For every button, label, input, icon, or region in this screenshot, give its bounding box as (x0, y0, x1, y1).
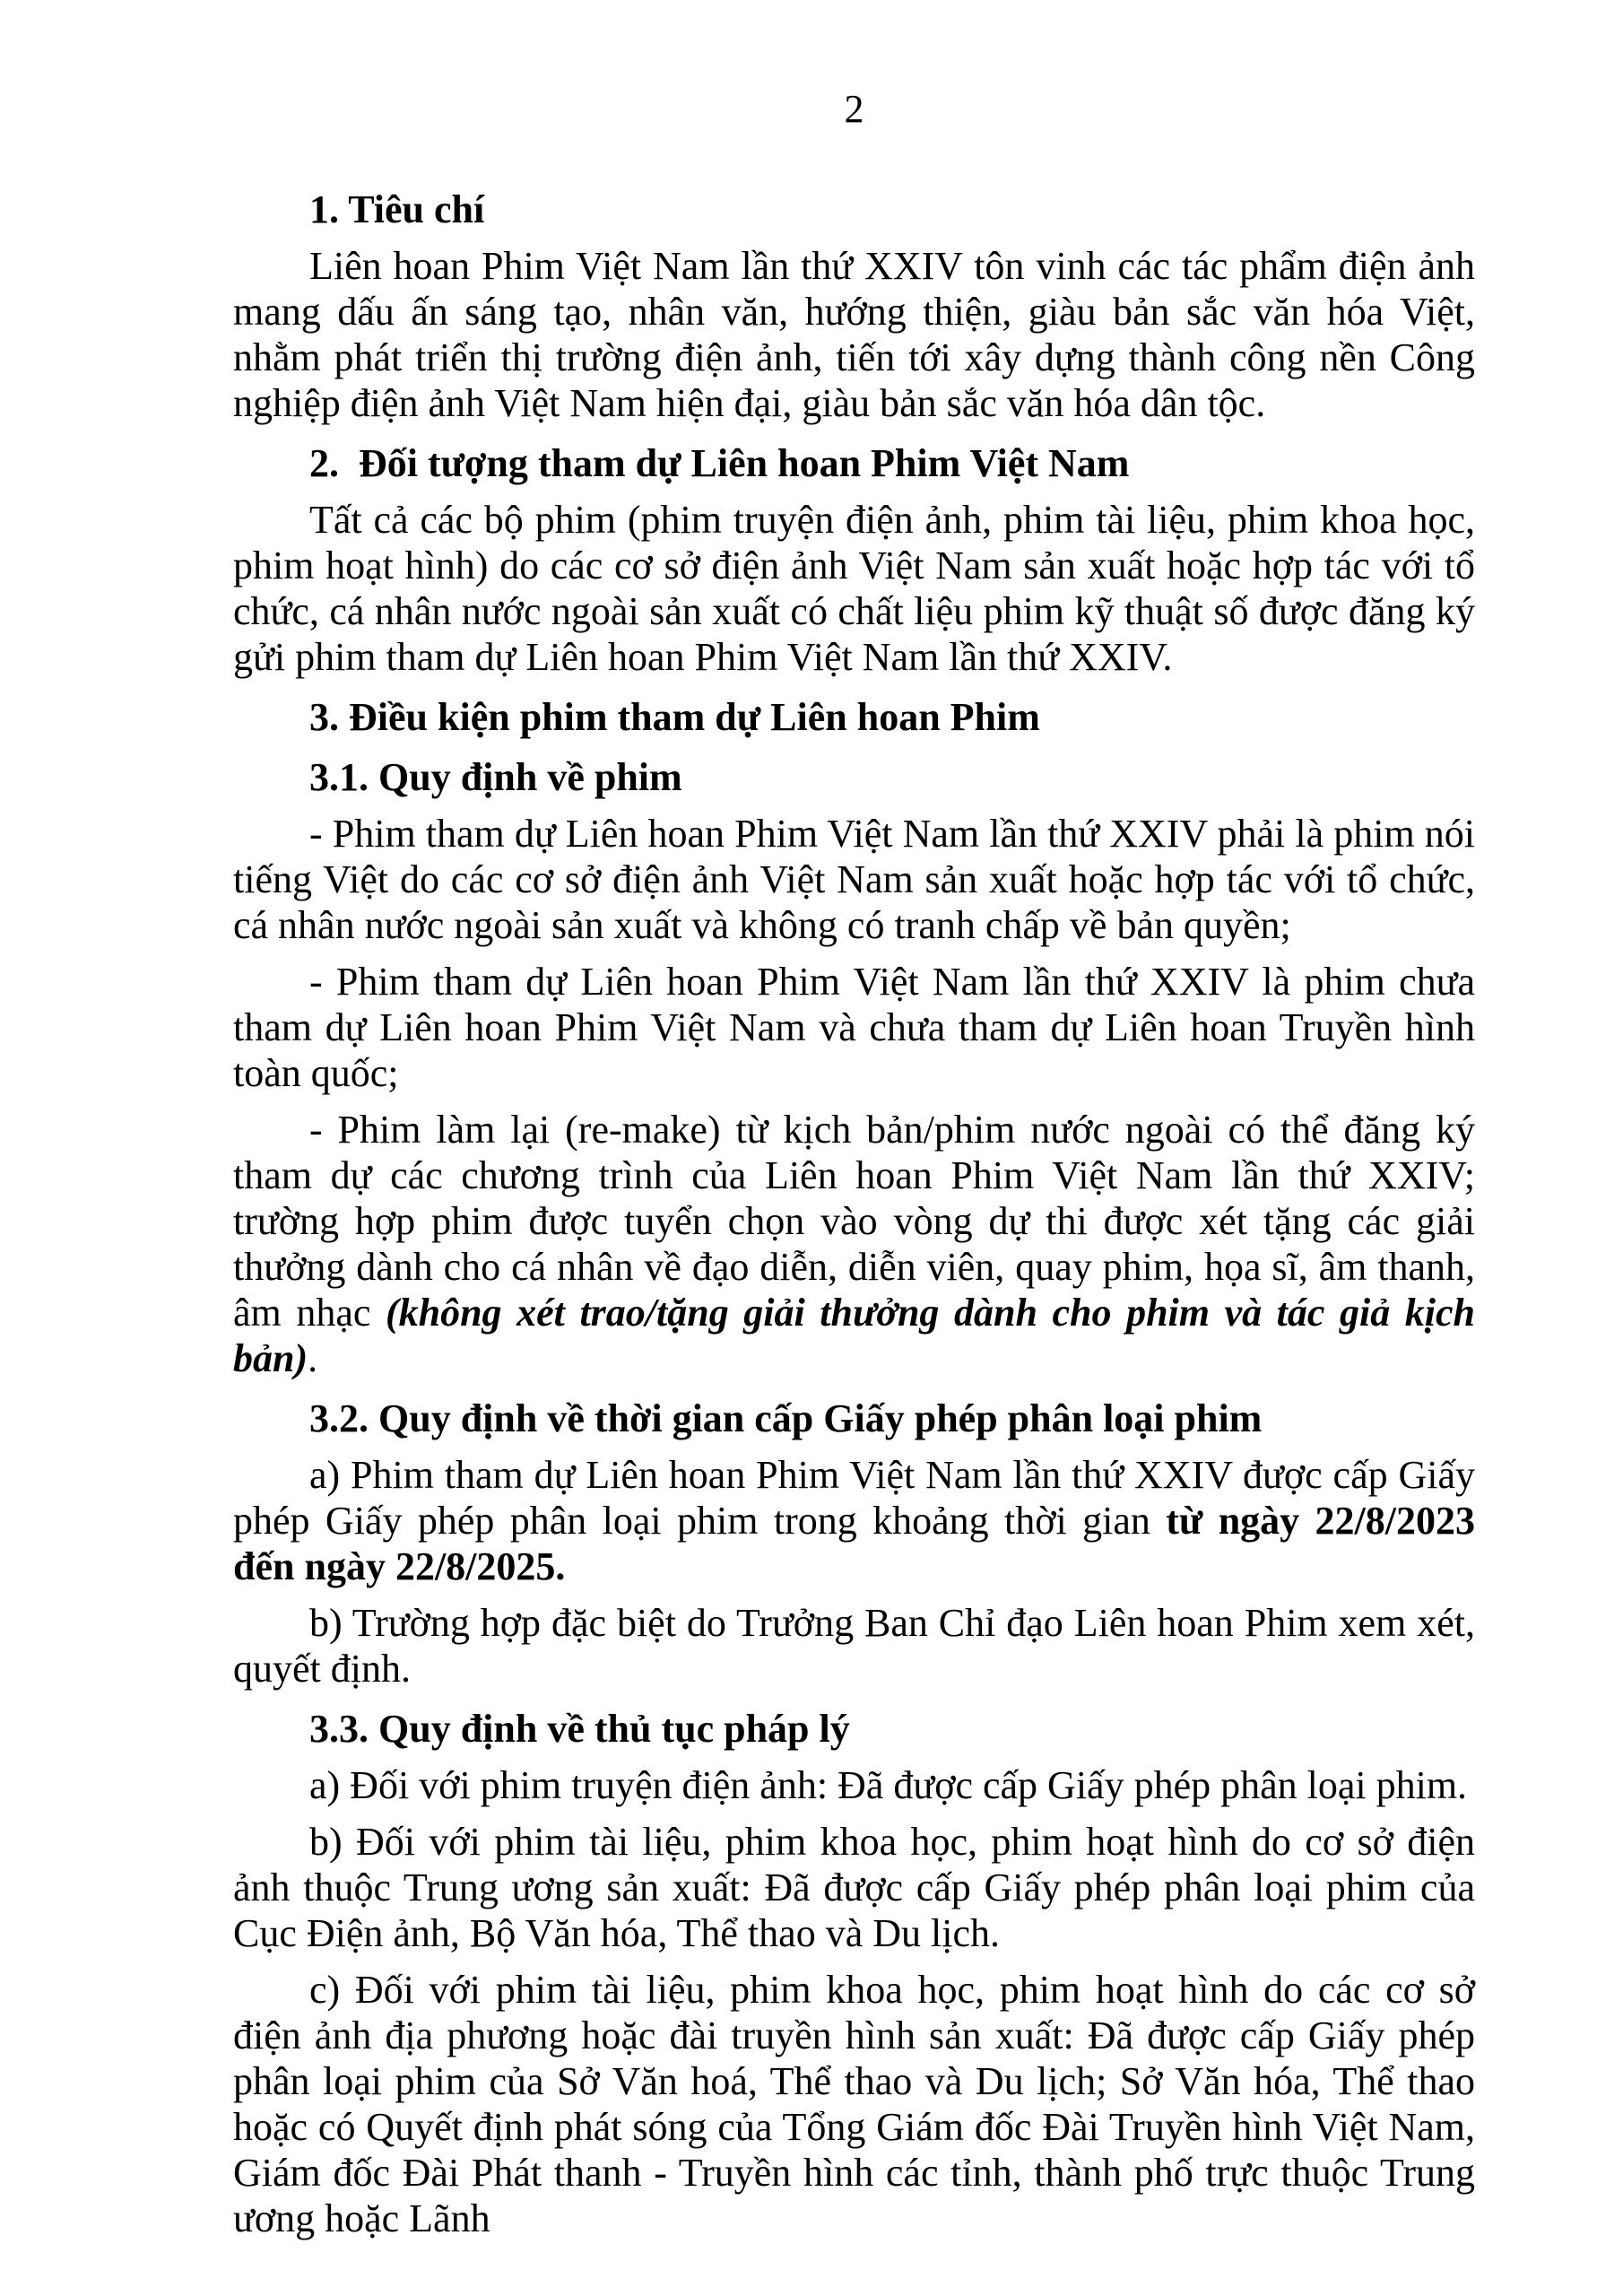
section-heading (233, 1396, 1475, 1441)
section-heading (233, 440, 1475, 486)
text-run: - Phim tham dự Liên hoan Phim Việt Nam lần thứ XXIV phải là phim nói tiếng Việt do các cơ sở điện ảnh Việt Nam sản xuất hoặc hợp tác với tổ chức, cá nhân nước ngoài sản xuất và không có tranh chấp về bản quyền; (233, 812, 1475, 947)
section-heading (233, 754, 1475, 800)
text-run: b) Đối với phim tài liệu, phim khoa học, phim hoạt hình do cơ sở điện ảnh thuộc Trung ương sản xuất: Đã được cấp Giấy phép phân loại phim của Cục Điện ảnh, Bộ Văn hóa, Thể thao và Du lịch. (233, 1820, 1475, 1955)
text-run: b) Trường hợp đặc biệt do Trưởng Ban Chỉ đạo Liên hoan Phim xem xét, quyết định. (233, 1601, 1475, 1691)
paragraph (233, 811, 1475, 948)
text-run: 3.1. Quy định về phim (309, 755, 682, 799)
paragraph (233, 243, 1475, 426)
paragraph (233, 1107, 1475, 1381)
document-body (233, 172, 1475, 2241)
text-run: 3.2. Quy định về thời gian cấp Giấy phép phân loại phim (309, 1396, 1263, 1440)
paragraph (233, 1819, 1475, 1956)
paragraph (233, 1452, 1475, 1589)
text-run: a) Đối với phim truyện điện ảnh: Đã được cấp Giấy phép phân loại phim. (309, 1763, 1468, 1807)
text-run: Liên hoan Phim Việt Nam lần thứ XXIV tôn vinh các tác phẩm điện ảnh mang dấu ấn sáng tạo, nhân văn, hướng thiện, giàu bản sắc văn hóa Việt, nhằm phát triển thị trường điện ảnh, tiến tới xây dựng thành công nền Công nghiệp điện ảnh Việt Nam hiện đại, giàu bản sắc văn hóa dân tộc. (233, 244, 1475, 425)
text-run: a) Phim tham dự Liên hoan Phim Việt Nam lần thứ XXIV được cấp Giấy phép Giấy phép phân loại phim trong khoảng thời gian (233, 1453, 1475, 1543)
text-run: 2. Đối tượng tham dự Liên hoan Phim Việt Nam (309, 441, 1130, 485)
paragraph (233, 497, 1475, 680)
paragraph (233, 1967, 1475, 2241)
page-number: 2 (844, 87, 864, 131)
text-run: (không xét trao/tặng giải thưởng dành cho phim và tác giả kịch bản) (233, 1291, 1476, 1380)
text-run: 3. Điều kiện phim tham dự Liên hoan Phim (309, 695, 1040, 739)
section-heading (233, 694, 1475, 740)
paragraph (233, 1762, 1475, 1808)
text-run: 3.3. Quy định về thủ tục pháp lý (309, 1707, 850, 1751)
text-run: từ ngày 22/8/2023 đến ngày 22/8/2025. (233, 1499, 1475, 1588)
text-run: - Phim làm lại (re-make) từ kịch bản/phim nước ngoài có thể đăng ký tham dự các chương trình của Liên hoan Phim Việt Nam lần thứ XXIV; trường hợp phim được tuyển chọn vào vòng dự thi được xét tặng các giải thưởng dành cho cá nhân về đạo diễn, diễn viên, quay phim, họa sĩ, âm thanh, âm nhạc (233, 1108, 1475, 1335)
text-run: - Phim tham dự Liên hoan Phim Việt Nam lần thứ XXIV là phim chưa tham dự Liên hoan Phim Việt Nam và chưa tham dự Liên hoan Truyền hình toàn quốc; (233, 960, 1475, 1095)
section-heading (233, 187, 1475, 232)
text-run: c) Đối với phim tài liệu, phim khoa học, phim hoạt hình do các cơ sở điện ảnh địa phương hoặc đài truyền hình sản xuất: Đã được cấp Giấy phép phân loại phim của Sở Văn hoá, Thể thao và Du lịch; Sở Văn hóa, Thể thao hoặc có Quyết định phát sóng của Tổng Giám đốc Đài Truyền hình Việt Nam, Giám đốc Đài Phát thanh - Truyền hình các tỉnh, thành phố trực thuộc Trung ương hoặc Lãnh (233, 1968, 1475, 2240)
text-run: Tất cả các bộ phim (phim truyện điện ảnh, phim tài liệu, phim khoa học, phim hoạt hình) do các cơ sở điện ảnh Việt Nam sản xuất hoặc hợp tác với tổ chức, cá nhân nước ngoài sản xuất có chất liệu phim kỹ thuật số được đăng ký gửi phim tham dự Liên hoan Phim Việt Nam lần thứ XXIV. (233, 498, 1475, 679)
section-heading (233, 1706, 1475, 1752)
text-run: . (308, 1336, 318, 1380)
text-run: 1. Tiêu chí (309, 187, 485, 231)
paragraph (233, 959, 1475, 1096)
paragraph (233, 1600, 1475, 1692)
